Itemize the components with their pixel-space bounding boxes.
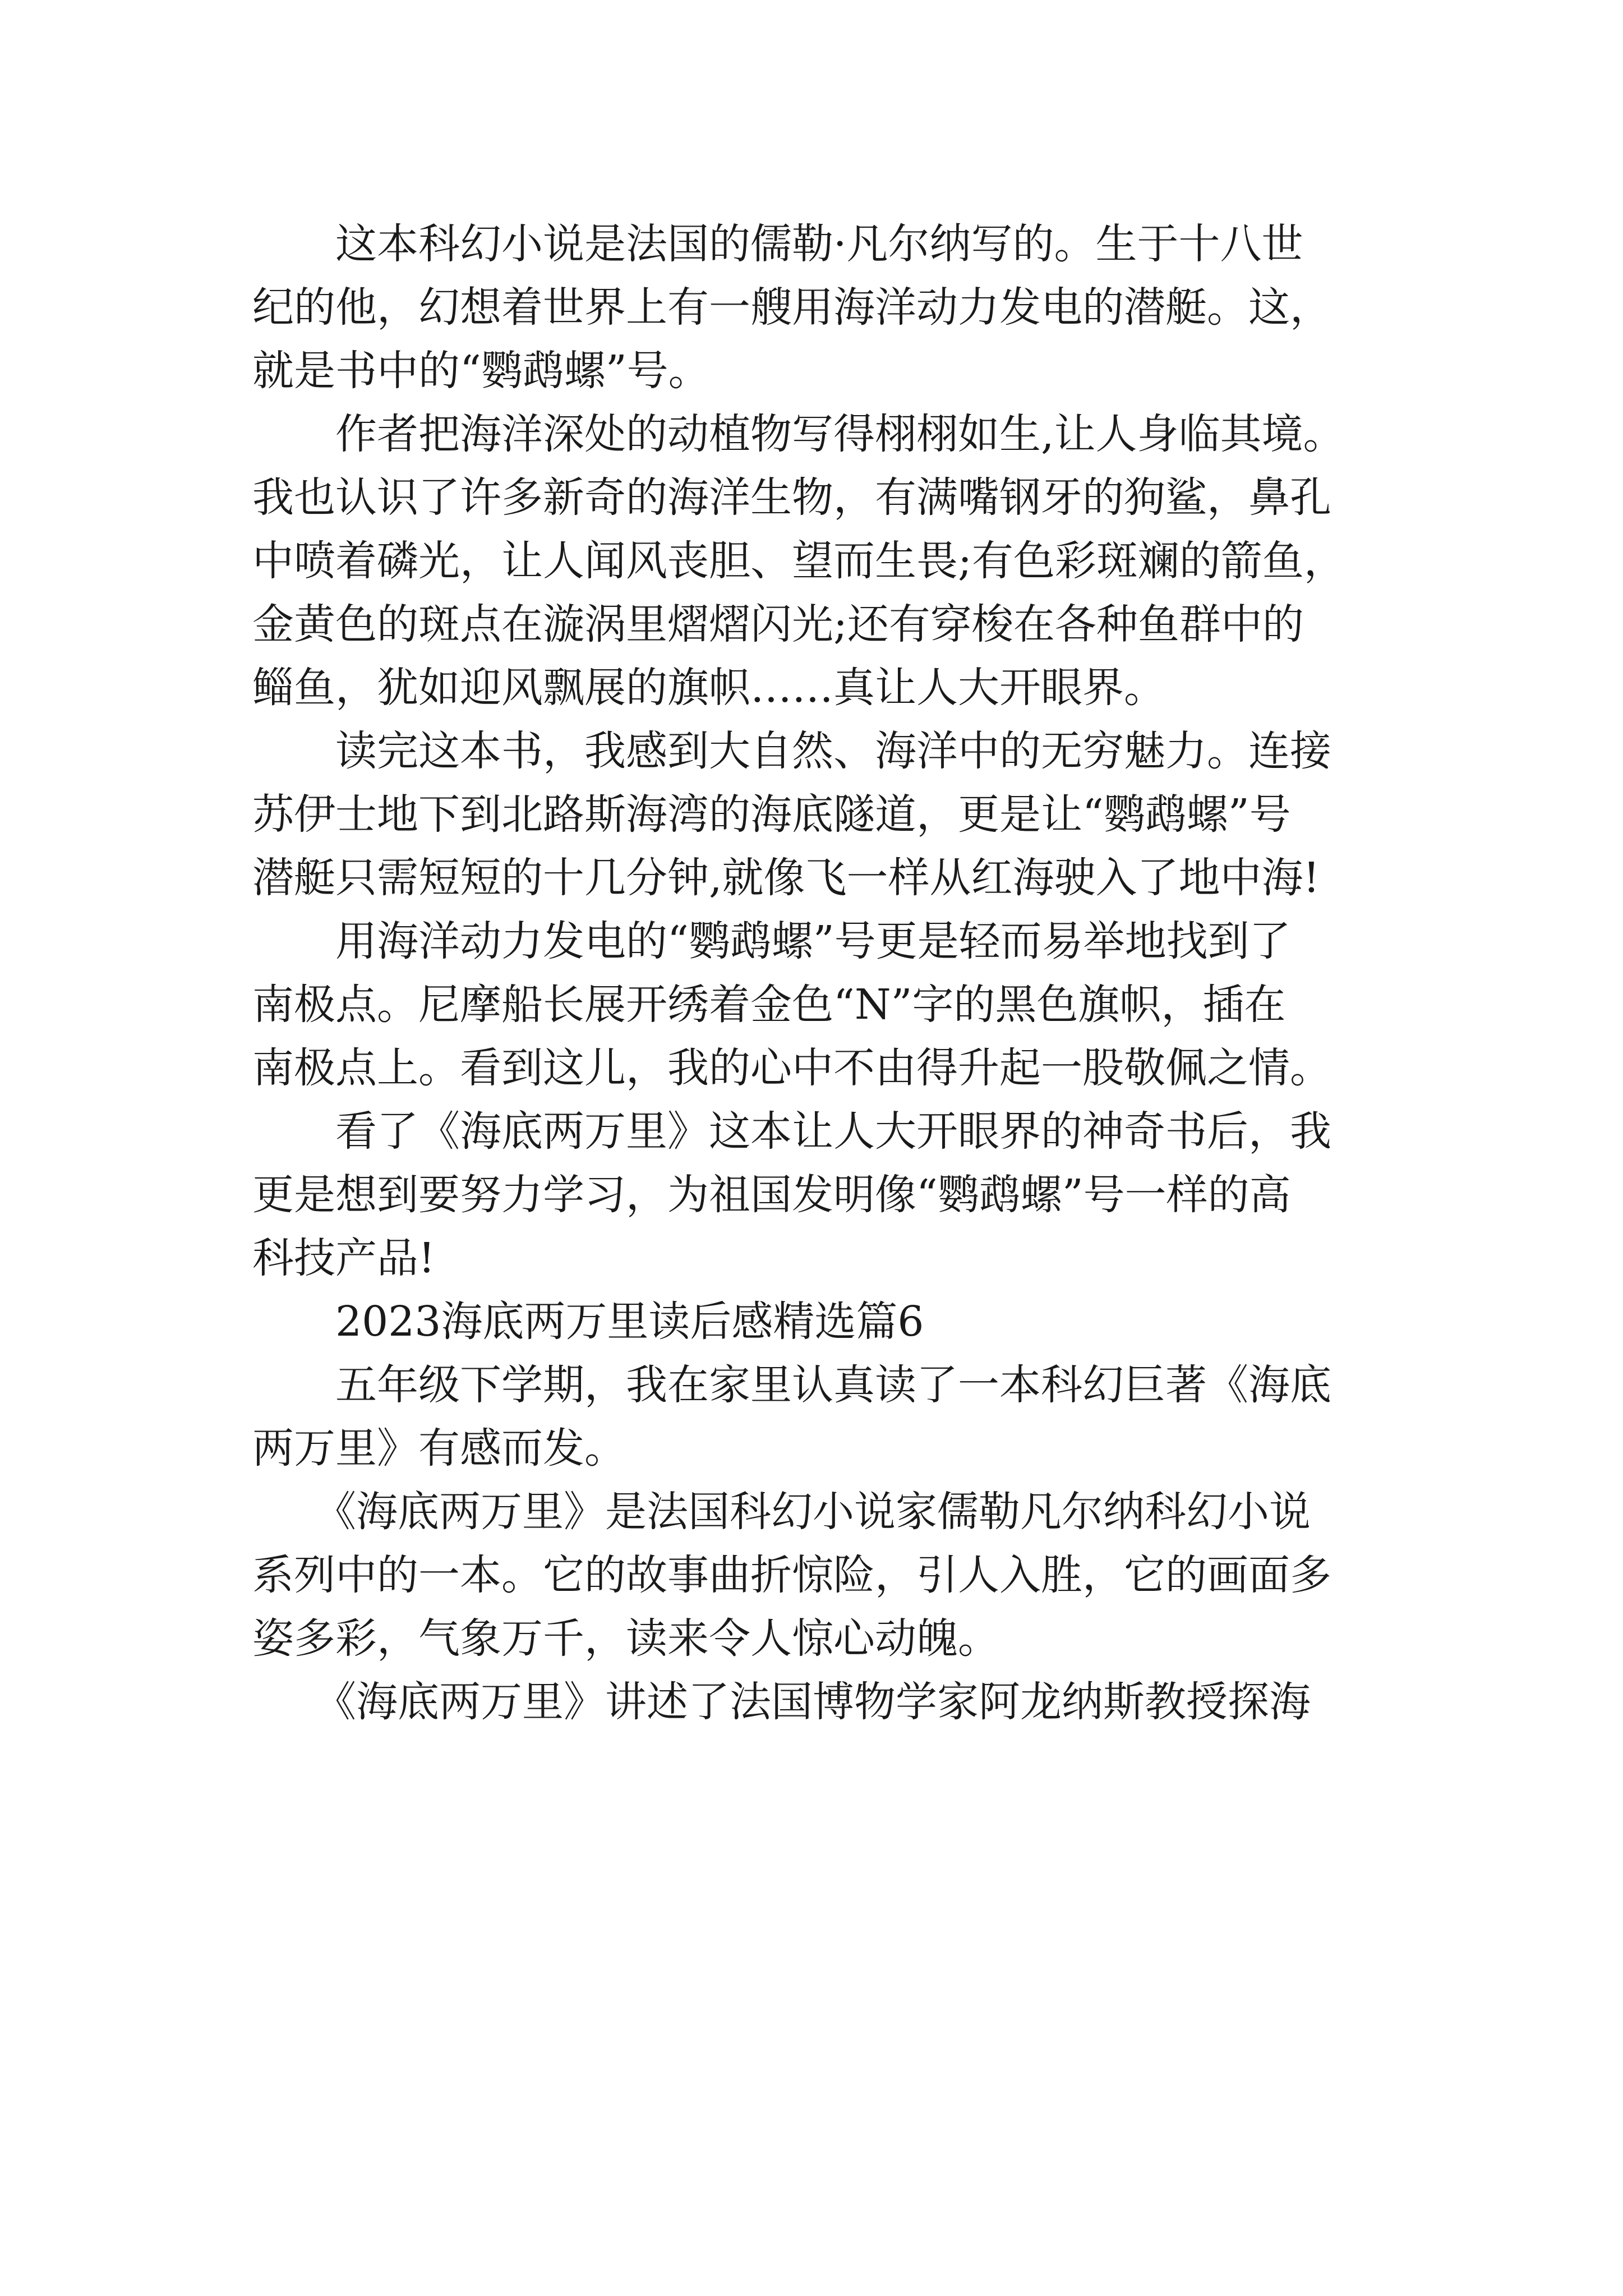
text-line: 读完这本书，我感到大自然、海洋中的无穷魅力。连接 bbox=[252, 727, 1331, 775]
text-line: 作者把海洋深处的动植物写得栩栩如生,让人身临其境。 bbox=[252, 410, 1345, 458]
text-line: 潜艇只需短短的十几分钟,就像飞一样从红海驶入了地中海! bbox=[252, 854, 1320, 902]
text-line: 这本科幻小说是法国的儒勒·凡尔纳写的。生于十八世 bbox=[252, 220, 1303, 268]
text-line: 科技产品! bbox=[252, 1234, 435, 1282]
text-line: 五年级下学期，我在家里认真读了一本科幻巨著《海底 bbox=[252, 1361, 1331, 1409]
text-line: 中喷着磷光，让人闻风丧胆、望而生畏;有色彩斑斓的箭鱼， bbox=[252, 537, 1345, 585]
text-line: 《海底两万里》是法国科幻小说家儒勒凡尔纳科幻小说 bbox=[252, 1488, 1311, 1536]
text-line: 金黄色的斑点在漩涡里熠熠闪光;还有穿梭在各种鱼群中的 bbox=[252, 600, 1304, 648]
text-line: 系列中的一本。它的故事曲折惊险，引人入胜，它的画面多 bbox=[252, 1551, 1331, 1599]
section-heading: 2023海底两万里读后感精选篇6 bbox=[252, 1297, 924, 1346]
text-line: 就是书中的“鹦鹉螺”号。 bbox=[252, 347, 710, 395]
text-line: 看了《海底两万里》这本让人大开眼界的神奇书后，我 bbox=[252, 1107, 1331, 1156]
text-line: 南极点上。看到这儿，我的心中不由得升起一股敬佩之情。 bbox=[252, 1044, 1331, 1092]
text-line: 两万里》有感而发。 bbox=[252, 1424, 626, 1473]
text-line: 《海底两万里》讲述了法国博物学家阿龙纳斯教授探海 bbox=[252, 1678, 1311, 1726]
text-line: 姿多彩，气象万千，读来令人惊心动魄。 bbox=[252, 1614, 999, 1663]
text-line: 用海洋动力发电的“鹦鹉螺”号更是轻而易举地找到了 bbox=[252, 917, 1291, 965]
text-line: 苏伊士地下到北路斯海湾的海底隧道，更是让“鹦鹉螺”号 bbox=[252, 790, 1291, 839]
text-line: 更是想到要努力学习，为祖国发明像“鹦鹉螺”号一样的高 bbox=[252, 1171, 1291, 1219]
text-line: 纪的他，幻想着世界上有一艘用海洋动力发电的潜艇。这， bbox=[252, 283, 1331, 332]
text-line: 鲻鱼，犹如迎风飘展的旗帜……真让人大开眼界。 bbox=[252, 664, 1165, 712]
text-line: 我也认识了许多新奇的海洋生物，有满嘴钢牙的狗鲨，鼻孔 bbox=[252, 473, 1331, 522]
text-line: 南极点。尼摩船长展开绣着金色“N”字的黑色旗帜，插在 bbox=[252, 981, 1286, 1029]
